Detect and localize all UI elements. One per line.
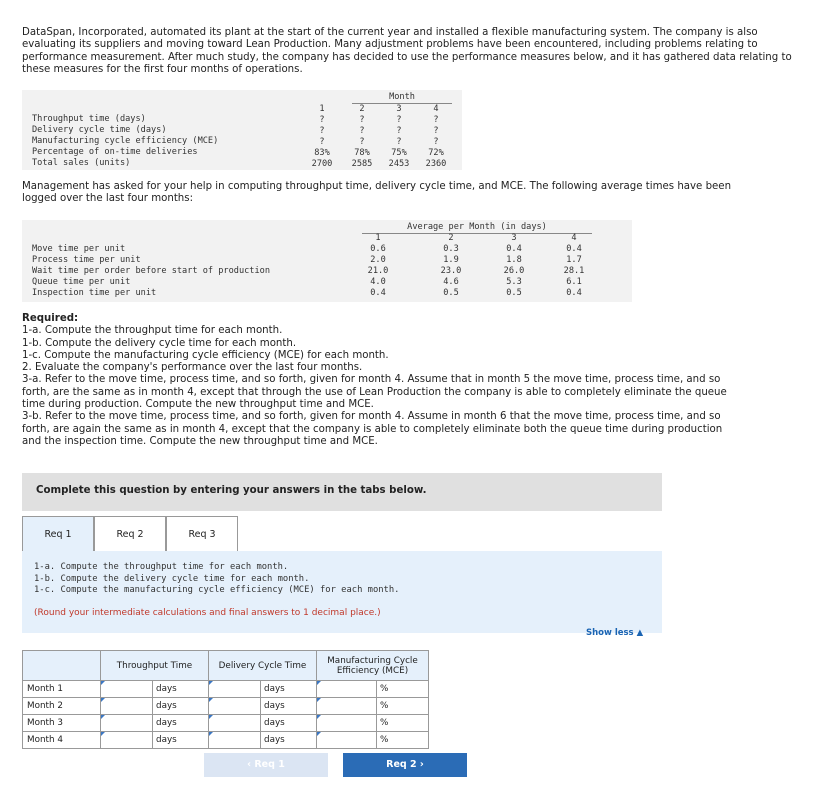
answer-table (22, 650, 429, 749)
cell: 2585 (351, 159, 373, 169)
cell: 0.5 (443, 288, 459, 298)
cell: 0.5 (506, 288, 522, 298)
required-item: 1-a. Compute the throughput time for each month. (22, 325, 283, 337)
month-number: 1 (375, 233, 381, 243)
unit-label: days (261, 698, 317, 715)
cell: ? (396, 115, 402, 125)
avg-month-1-column (360, 233, 396, 299)
cell: 21.0 (367, 266, 389, 276)
cell: ? (433, 126, 439, 136)
mce-input[interactable] (317, 715, 377, 732)
row-label: Process time per unit (32, 255, 141, 265)
cell: 78% (354, 148, 370, 158)
performance-table (22, 90, 462, 170)
unit-label: days (153, 698, 209, 715)
unit-label: days (153, 732, 209, 749)
row-label: Wait time per order before start of production (32, 266, 270, 276)
required-item: 3-b. Refer to the move time, process time, and so forth, given for month 4. Assume in month 6 that the move time, process time, and so forth, are again the same as in month 4, except that the company is able to completely eliminate both the queue time during production and the inspection time. Compute the new throughput time and MCE. (22, 411, 723, 447)
mce-input[interactable] (317, 732, 377, 749)
cell: ? (359, 115, 365, 125)
month-4-column (422, 104, 450, 170)
month-number: 3 (396, 104, 402, 114)
throughput-time-header: Throughput Time (101, 651, 209, 681)
cell: 1.7 (566, 255, 582, 265)
delivery-input[interactable] (209, 732, 261, 749)
cell: ? (396, 137, 402, 147)
unit-label: % (377, 715, 429, 732)
row-label: Inspection time per unit (32, 288, 157, 298)
row-label: Manufacturing cycle efficiency (MCE) (32, 136, 219, 146)
mce-input[interactable] (317, 681, 377, 698)
cell: ? (319, 115, 325, 125)
cell: ? (359, 137, 365, 147)
next-req-button[interactable]: Req 2 › (343, 753, 467, 777)
panel-line: 1-a. Compute the throughput time for each month. (34, 562, 289, 572)
mce-input[interactable] (317, 698, 377, 715)
delivery-input[interactable] (209, 698, 261, 715)
cell: 0.4 (566, 244, 582, 254)
cell: 6.1 (566, 277, 582, 287)
average-header: Average per Month (in days) (362, 222, 592, 234)
row-label: Throughput time (days) (32, 114, 146, 124)
cell: 72% (428, 148, 444, 158)
time-row-labels (32, 244, 270, 299)
row-label: Queue time per unit (32, 277, 131, 287)
management-text: Management has asked for your help in computing throughput time, delivery cycle time, and MCE. The following average times have been logged over the last four months: (22, 181, 732, 205)
avg-month-4-column (556, 233, 592, 299)
required-item: 1-b. Compute the delivery cycle time for each month. (22, 337, 297, 349)
avg-month-2-column (433, 233, 469, 299)
avg-month-3-column (496, 233, 532, 299)
month-number: 2 (359, 104, 365, 114)
required-item: 1-c. Compute the manufacturing cycle efficiency (MCE) for each month. (22, 349, 389, 361)
intro-text: DataSpan, Incorporated, automated its plant at the start of the current year and installed a flexible manufacturing system. The company is also evaluating its suppliers and moving toward Lean Production. Many adjustment problems have been encountered, including problems relating to performance measurement. After much study, the company has decided to use the performance measures below, and it has gathered data relating to these measures for the first four months of operations. (22, 27, 792, 75)
unit-label: % (377, 698, 429, 715)
cell: 4.6 (443, 277, 459, 287)
row-label: Month 3 (23, 715, 101, 732)
instructions-bar (22, 473, 662, 511)
row-label: Month 2 (23, 698, 101, 715)
panel-line: 1-b. Compute the delivery cycle time for each month. (34, 573, 310, 584)
cell: 2360 (425, 159, 447, 169)
throughput-input[interactable] (101, 732, 153, 749)
month-number: 4 (433, 104, 439, 114)
delivery-input[interactable] (209, 681, 261, 698)
cell: 0.4 (566, 288, 582, 298)
cell: ? (396, 126, 402, 136)
row-label: Move time per unit (32, 244, 126, 254)
month-1-column (308, 104, 336, 170)
show-less-link[interactable]: Show less ▲ (586, 628, 644, 638)
cell: 2453 (388, 159, 410, 169)
row-label: Percentage of on-time deliveries (32, 147, 198, 157)
performance-row-labels (32, 114, 218, 169)
cell: ? (319, 126, 325, 136)
cell: 2.0 (370, 255, 386, 265)
month-header: Month (352, 92, 452, 104)
req-1-panel (22, 551, 662, 633)
tab-req-1[interactable]: Req 1 (22, 516, 94, 552)
required-title: Required: (22, 313, 79, 324)
required-item: 2. Evaluate the company's performance over the last four months. (22, 362, 363, 374)
cell: ? (359, 126, 365, 136)
table-row (23, 715, 429, 732)
table-row (23, 681, 429, 698)
row-label: Delivery cycle time (days) (32, 125, 167, 135)
panel-instructions (34, 562, 399, 597)
cell: 83% (314, 148, 330, 158)
unit-label: days (153, 681, 209, 698)
cell: 28.1 (563, 266, 585, 276)
throughput-input[interactable] (101, 698, 153, 715)
month-number: 4 (571, 233, 577, 243)
cell: 0.3 (443, 244, 459, 254)
instructions-text: Complete this question by entering your answers in the tabs below. (36, 485, 427, 496)
cell: 1.8 (506, 255, 522, 265)
unit-label: days (153, 715, 209, 732)
month-number: 3 (511, 233, 517, 243)
unit-label: % (377, 732, 429, 749)
cell: 26.0 (503, 266, 525, 276)
cell: ? (433, 115, 439, 125)
cell: 5.3 (506, 277, 522, 287)
panel-line: 1-c. Compute the manufacturing cycle efficiency (MCE) for each month. (34, 585, 400, 595)
tab-req-3[interactable]: Req 3 (166, 516, 238, 552)
throughput-input[interactable] (101, 715, 153, 732)
month-number: 1 (319, 104, 325, 114)
average-times-table (22, 220, 632, 302)
delivery-input[interactable] (209, 715, 261, 732)
cell: 4.0 (370, 277, 386, 287)
mce-header: Manufacturing Cycle Efficiency (MCE) (317, 651, 429, 681)
throughput-input[interactable] (101, 681, 153, 698)
row-label: Month 1 (23, 681, 101, 698)
table-row (23, 698, 429, 715)
corner-cell (23, 651, 101, 681)
required-item: 3-a. Refer to the move time, process time, and so forth, given for month 4. Assume that in month 5 the move time, process time, and so forth, are the same as in month 4, except that through the use of Lean Production the company is able to completely eliminate the queue time during production. Compute the new throughput time and MCE. (22, 374, 727, 411)
prev-req-button: ‹ Req 1 (204, 753, 328, 777)
rounding-note: (Round your intermediate calculations and final answers to 1 decimal place.) (34, 608, 381, 618)
month-number: 2 (448, 233, 454, 243)
month-2-column (348, 104, 376, 170)
cell: ? (319, 137, 325, 147)
unit-label: days (261, 715, 317, 732)
row-label: Total sales (units) (32, 158, 131, 168)
cell: 2700 (311, 159, 333, 169)
unit-label: % (377, 681, 429, 698)
month-3-column (385, 104, 413, 170)
cell: 1.9 (443, 255, 459, 265)
cell: 75% (391, 148, 407, 158)
delivery-cycle-time-header: Delivery Cycle Time (209, 651, 317, 681)
required-section (22, 313, 732, 448)
table-row (23, 732, 429, 749)
unit-label: days (261, 681, 317, 698)
cell: 0.4 (370, 288, 386, 298)
unit-label: days (261, 732, 317, 749)
cell: 0.6 (370, 244, 386, 254)
cell: 0.4 (506, 244, 522, 254)
cell: ? (433, 137, 439, 147)
row-label: Month 4 (23, 732, 101, 749)
tab-req-2[interactable]: Req 2 (94, 516, 166, 552)
cell: 23.0 (440, 266, 462, 276)
